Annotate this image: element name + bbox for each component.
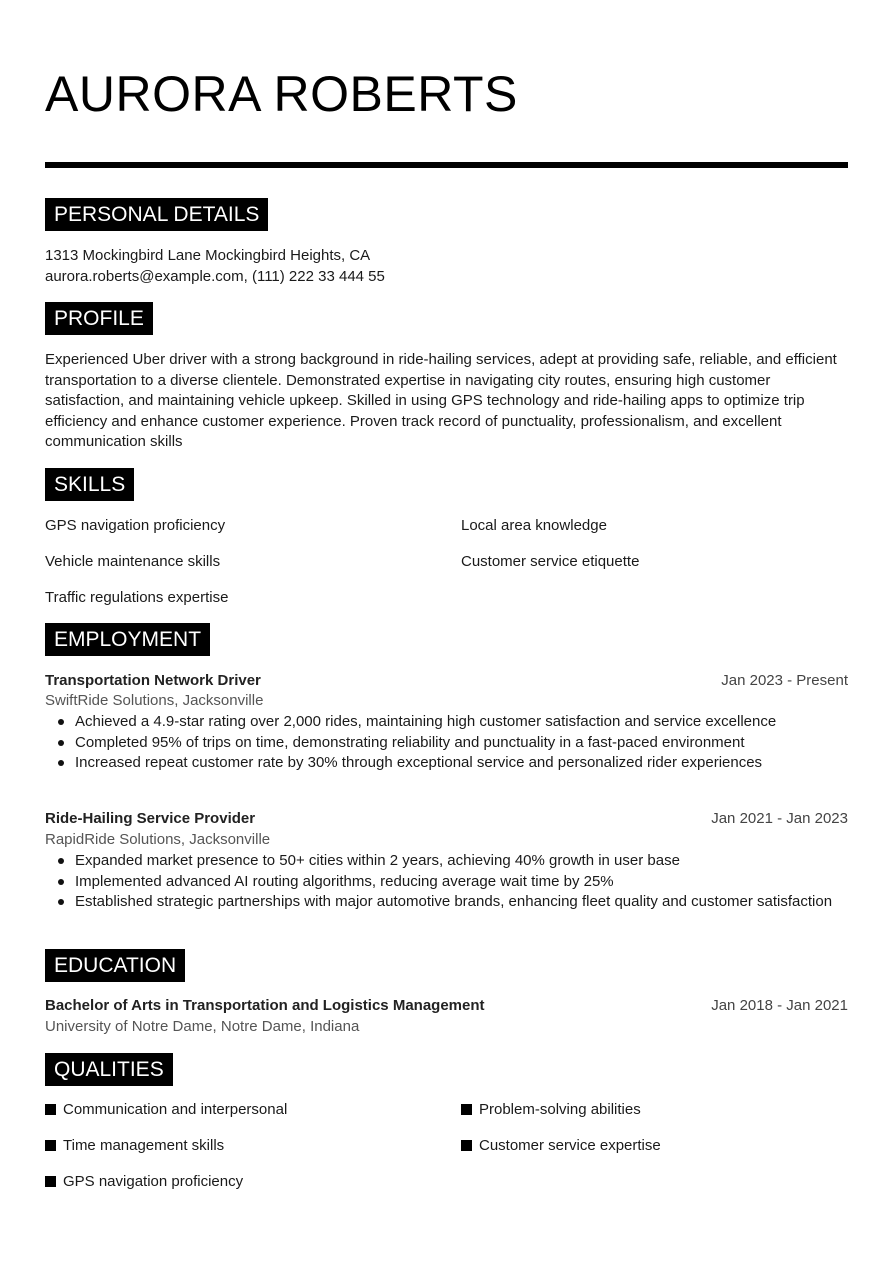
- quality-item: [461, 1101, 641, 1118]
- quality-item: [45, 1101, 287, 1118]
- list-item: Completed 95% of trips on time, demonstrating reliability and punctuality in a fast-paced environment: [45, 733, 848, 754]
- address-text: 1313 Mockingbird Lane Mockingbird Heights, CA: [45, 247, 371, 264]
- job-date: Jan 2023 - Present: [721, 672, 848, 689]
- section-heading-skills: SKILLS: [45, 468, 134, 501]
- job-title: Transportation Network Driver: [45, 672, 261, 689]
- skill-item: Local area knowledge: [461, 517, 607, 534]
- square-bullet-icon: [45, 1176, 56, 1187]
- skill-item: GPS navigation proficiency: [45, 517, 226, 534]
- square-bullet-icon: [461, 1104, 472, 1115]
- quality-item: [45, 1137, 224, 1154]
- list-item: Achieved a 4.9-star rating over 2,000 rides, maintaining high customer satisfaction and service excellence: [45, 712, 848, 733]
- profile-summary: Experienced Uber driver with a strong background in ride-hailing services, adept at providing safe, reliable, and efficient transportation to a diverse clientele. Demonstrated expertise in navigating city routes, ensuring high customer satisfaction, and maintaining vehicle upkeep. Skilled in using GPS technology and ride-hailing apps to optimize trip efficiency and enhance customer experience. Proven track record of punctuality, professionalism, and excellent communication skills: [45, 351, 837, 451]
- square-bullet-icon: [461, 1140, 472, 1151]
- skill-item: Traffic regulations expertise: [45, 589, 229, 606]
- quality-item: [45, 1173, 243, 1190]
- header-divider: [45, 162, 848, 168]
- skill-item: Vehicle maintenance skills: [45, 553, 221, 570]
- quality-label: Communication and interpersonal: [63, 1101, 288, 1118]
- section-heading-profile: PROFILE: [45, 302, 153, 335]
- job-company: RapidRide Solutions, Jacksonville: [45, 831, 271, 848]
- job-title: Ride-Hailing Service Provider: [45, 810, 256, 827]
- candidate-name: AURORA ROBERTS: [45, 66, 518, 122]
- list-item: Implemented advanced AI routing algorithms, reducing average wait time by 25%: [45, 872, 848, 893]
- contact-text: aurora.roberts@example.com, (111) 222 33 444 55: [45, 268, 385, 285]
- job-achievements: [45, 712, 848, 774]
- education-date: Jan 2018 - Jan 2021: [711, 997, 848, 1014]
- skill-item: Customer service etiquette: [461, 553, 640, 570]
- square-bullet-icon: [45, 1140, 56, 1151]
- quality-label: GPS navigation proficiency: [63, 1173, 244, 1190]
- quality-label: Time management skills: [63, 1137, 225, 1154]
- section-heading-education: EDUCATION: [45, 949, 185, 982]
- quality-label: Customer service expertise: [479, 1137, 661, 1154]
- degree-title: Bachelor of Arts in Transportation and Logistics Management: [45, 997, 485, 1014]
- list-item: Increased repeat customer rate by 30% through exceptional service and personalized rider experiences: [45, 753, 848, 774]
- section-heading-qualities: QUALITIES: [45, 1053, 173, 1086]
- square-bullet-icon: [45, 1104, 56, 1115]
- section-heading-employment: EMPLOYMENT: [45, 623, 210, 656]
- section-heading-personal-details: PERSONAL DETAILS: [45, 198, 268, 231]
- job-company: SwiftRide Solutions, Jacksonville: [45, 692, 264, 709]
- list-item: Established strategic partnerships with major automotive brands, enhancing fleet quality and customer satisfaction: [45, 892, 848, 913]
- list-item: Expanded market presence to 50+ cities within 2 years, achieving 40% growth in user base: [45, 851, 848, 872]
- school-name: University of Notre Dame, Notre Dame, Indiana: [45, 1018, 360, 1035]
- job-date: Jan 2021 - Jan 2023: [711, 810, 848, 827]
- quality-label: Problem-solving abilities: [479, 1101, 641, 1118]
- job-achievements: [45, 851, 848, 913]
- quality-item: [461, 1137, 661, 1154]
